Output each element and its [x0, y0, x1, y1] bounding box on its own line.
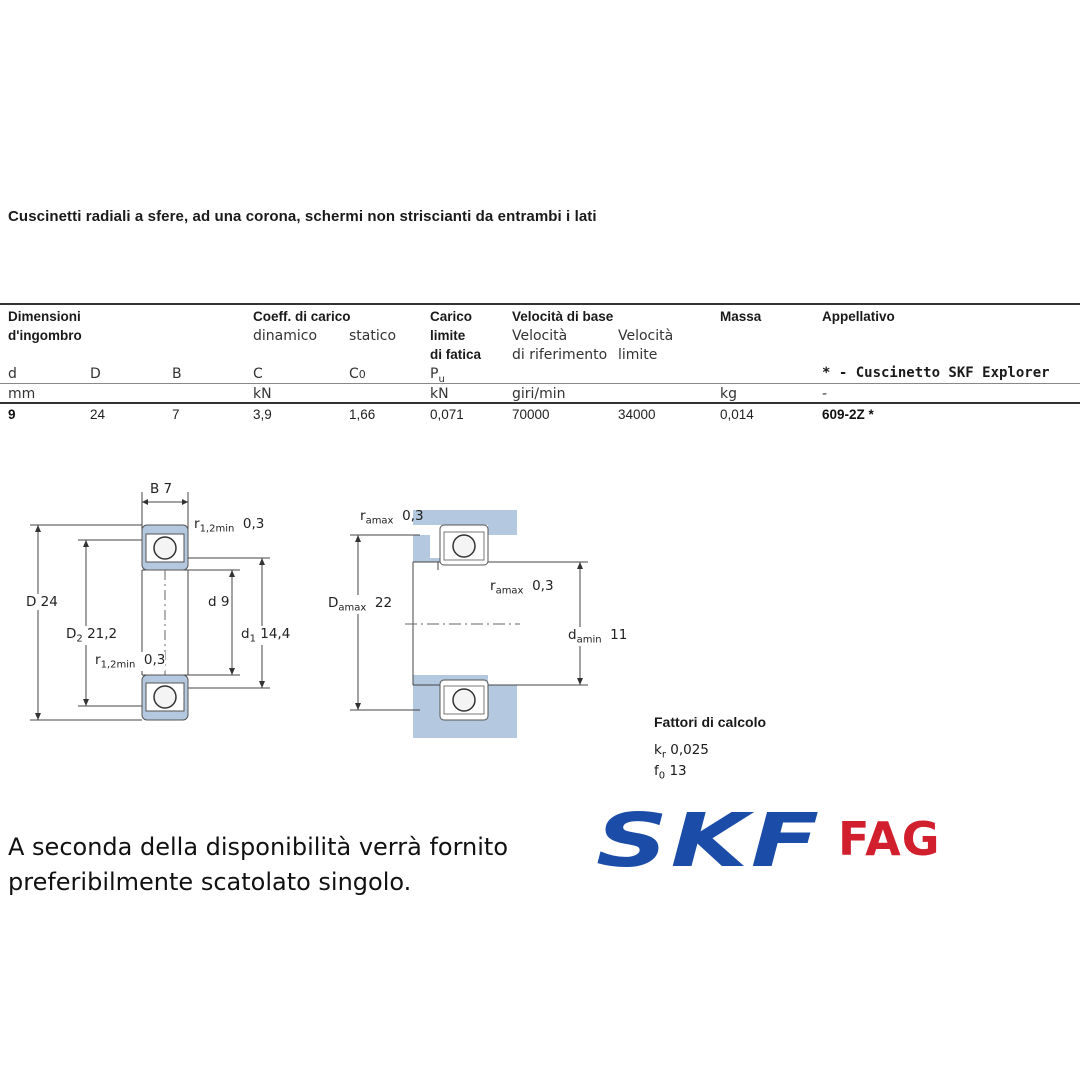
page-title: Cuscinetti radiali a sfere, ad una corona, schermi non striscianti da entrambi i lati [8, 208, 597, 225]
cell-C: 3,9 [253, 407, 272, 422]
label-ramax-top: $r_{amax}$ 0,3 [360, 508, 424, 527]
calc-factor-kr: $k_r$ 0,025 [654, 742, 709, 761]
calc-factors-title: Fattori di calcolo [654, 714, 767, 730]
label-D2: $D_2$ 21,2 [66, 626, 118, 645]
cell-d: 9 [8, 407, 16, 422]
table-symbol-rule [0, 383, 1080, 384]
availability-note: A seconda della disponibilità verrà fornito preferibilmente scatolato singolo. [8, 833, 509, 896]
label-d: d 9 [208, 594, 230, 610]
symbol-D: D [90, 366, 101, 382]
cell-C0: 1,66 [349, 407, 376, 422]
unit-kN-fatigue: kN [430, 386, 449, 402]
cell-speed-reference: 70000 [512, 407, 550, 422]
header-designation: Appellativo [822, 309, 895, 324]
header-dimensions: Dimensioni d'ingombro [8, 309, 82, 343]
label-r12min-top: $r_{1,2min}$ 0,3 [194, 516, 265, 535]
cell-mass: 0,014 [720, 407, 754, 422]
header-fatigue-limit: Carico limite di fatica [430, 309, 482, 362]
table-top-rule [0, 303, 1080, 305]
unit-kN-load: kN [253, 386, 272, 402]
label-d1: $d_1$ 14,4 [241, 626, 291, 645]
unit-kg: kg [720, 386, 737, 402]
cell-Pu: 0,071 [430, 407, 464, 422]
cell-speed-limit: 34000 [618, 407, 656, 422]
symbol-d: d [8, 366, 17, 382]
symbol-B: B [172, 366, 182, 382]
header-coeff-static: statico [349, 328, 397, 344]
unit-designation: - [822, 386, 828, 402]
mounting-drawing [320, 500, 620, 745]
header-speed: Velocità di base [512, 309, 614, 324]
label-damin: $d_{amin}$ 11 [568, 627, 628, 646]
label-r12min-bottom: $r_{1,2min}$ 0,3 [95, 652, 166, 671]
header-speed-reference: Velocità di riferimento [512, 328, 608, 363]
unit-mm: mm [8, 386, 36, 402]
explorer-note: * - Cuscinetto SKF Explorer [822, 365, 1050, 381]
label-B: B 7 [150, 481, 173, 497]
cell-D: 24 [90, 407, 106, 422]
fag-logo: FAG [838, 812, 941, 866]
symbol-Pu: $P_u$ [430, 366, 445, 385]
header-coeff-dynamic: dinamico [253, 328, 318, 344]
calc-factor-f0: $f_0$ 13 [654, 763, 687, 782]
label-ramax-mid: $r_{amax}$ 0,3 [490, 578, 554, 597]
symbol-C0: C0 [349, 366, 366, 382]
header-coeff: Coeff. di carico [253, 309, 351, 324]
header-speed-limit: Velocità limite [618, 328, 674, 363]
header-mass: Massa [720, 309, 762, 324]
unit-speed: giri/min [512, 386, 566, 402]
symbol-C: C [253, 366, 263, 382]
label-Damax: $D_{amax}$ 22 [328, 595, 393, 614]
label-D: D 24 [26, 594, 58, 610]
cell-designation: 609-2Z * [822, 407, 874, 422]
cell-B: 7 [172, 407, 180, 422]
skf-logo: SKF [596, 798, 822, 884]
